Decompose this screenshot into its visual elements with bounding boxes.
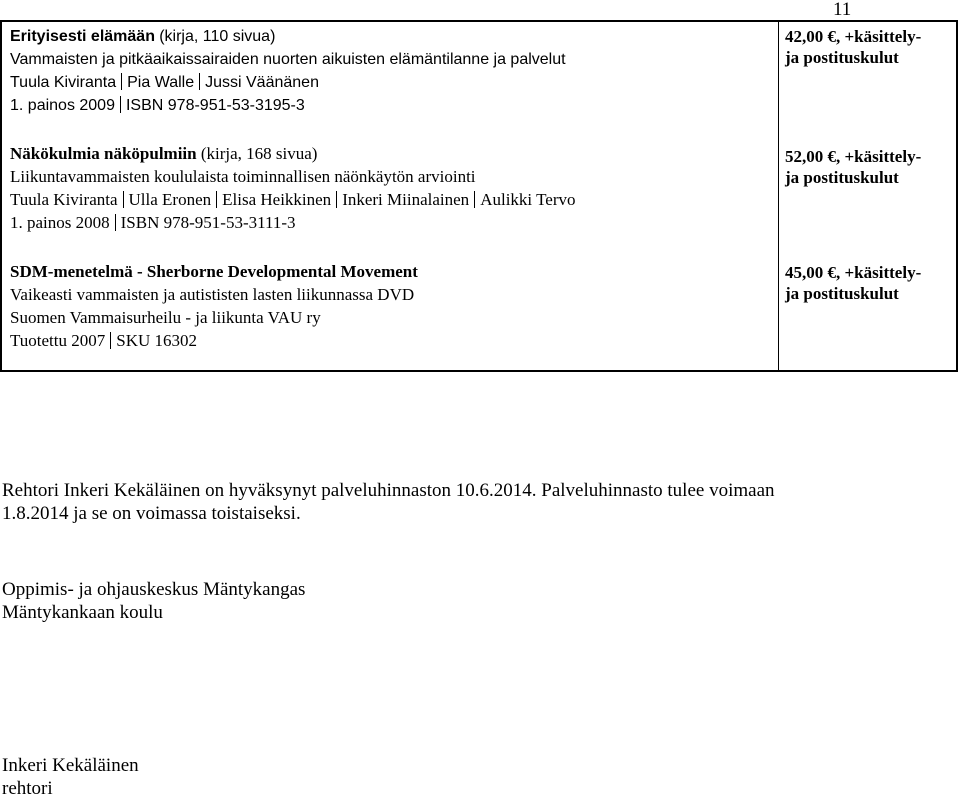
product-title-line xyxy=(10,142,770,165)
signatory-role: rehtori xyxy=(2,778,53,799)
isbn: ISBN 978-951-53-3111-3 xyxy=(120,213,296,232)
organization-block xyxy=(2,578,305,624)
approval-line: 1.8.2014 ja se on voimassa toistaiseksi. xyxy=(2,503,301,524)
isbn: ISBN 978-951-53-3195-3 xyxy=(125,97,305,114)
page-number: 11 xyxy=(833,0,852,20)
edition: 1. painos 2008 xyxy=(10,213,110,232)
signatory-name: Inkeri Kekäläinen xyxy=(2,755,139,776)
product-subtitle: Liikuntavammaisten koululaista toiminnallisen näönkäytön arviointi xyxy=(10,167,476,186)
production-year: Tuotettu 2007 xyxy=(10,331,106,350)
product-publication xyxy=(10,211,770,234)
product-authors xyxy=(10,71,770,94)
product-row-1 xyxy=(10,24,770,117)
product-row-2 xyxy=(10,142,770,234)
product-title: SDM-menetelmä - Sherborne Developmental Movement xyxy=(10,262,418,281)
product-publisher: Suomen Vammaisurheilu - ja liikunta VAU ry xyxy=(10,308,321,327)
approval-line: Rehtori Inkeri Kekäläinen on hyväksynyt palveluhinnaston 10.6.2014. Palveluhinnasto tulee voimaan xyxy=(2,480,775,501)
author: Ulla Eronen xyxy=(128,190,212,209)
product-publication xyxy=(10,329,770,352)
price-note: ja postituskulut xyxy=(785,48,899,67)
author: Aulikki Tervo xyxy=(480,190,576,209)
school-name: Mäntykankaan koulu xyxy=(2,602,163,623)
price-table xyxy=(0,20,958,372)
price-note: ja postituskulut xyxy=(785,168,899,187)
product-title-line xyxy=(10,24,770,48)
price-amount: 45,00 €, +käsittely- xyxy=(785,263,922,282)
sku: SKU 16302 xyxy=(116,331,198,350)
separator xyxy=(199,73,200,90)
author: Tuula Kiviranta xyxy=(10,190,118,209)
price-note: ja postituskulut xyxy=(785,284,899,303)
separator xyxy=(110,332,111,349)
product-authors xyxy=(10,188,770,211)
column-divider xyxy=(778,22,779,370)
separator xyxy=(216,191,217,208)
separator xyxy=(336,191,337,208)
author: Pia Walle xyxy=(127,74,195,91)
product-subtitle: Vaikeasti vammaisten ja autististen lasten liikunnassa DVD xyxy=(10,285,415,304)
author: Inkeri Miinalainen xyxy=(342,190,470,209)
separator xyxy=(120,96,121,113)
product-price-2 xyxy=(785,146,955,188)
price-amount: 52,00 €, +käsittely- xyxy=(785,147,922,166)
product-price-1 xyxy=(785,26,955,68)
approval-paragraph xyxy=(2,479,775,525)
edition: 1. painos 2009 xyxy=(10,97,115,114)
signature-block xyxy=(2,754,139,800)
product-price-3 xyxy=(785,262,955,304)
separator xyxy=(121,73,122,90)
product-title: Näkökulmia näköpulmiin xyxy=(10,144,197,163)
author: Tuula Kiviranta xyxy=(10,74,117,91)
author: Jussi Väänänen xyxy=(205,74,319,91)
separator xyxy=(474,191,475,208)
author: Elisa Heikkinen xyxy=(222,190,332,209)
product-format: (kirja, 168 sivua) xyxy=(200,144,318,163)
product-row-3 xyxy=(10,260,770,352)
product-title: Erityisesti elämään xyxy=(10,28,155,45)
product-subtitle: Vammaisten ja pitkäaikaissairaiden nuorten aikuisten elämäntilanne ja palvelut xyxy=(10,51,566,68)
product-format: (kirja, 110 sivua) xyxy=(159,28,276,45)
product-publication xyxy=(10,94,770,117)
organization-name: Oppimis- ja ohjauskeskus Mäntykangas xyxy=(2,579,306,600)
separator xyxy=(123,191,124,208)
price-amount: 42,00 €, +käsittely- xyxy=(785,27,922,46)
separator xyxy=(115,214,116,231)
